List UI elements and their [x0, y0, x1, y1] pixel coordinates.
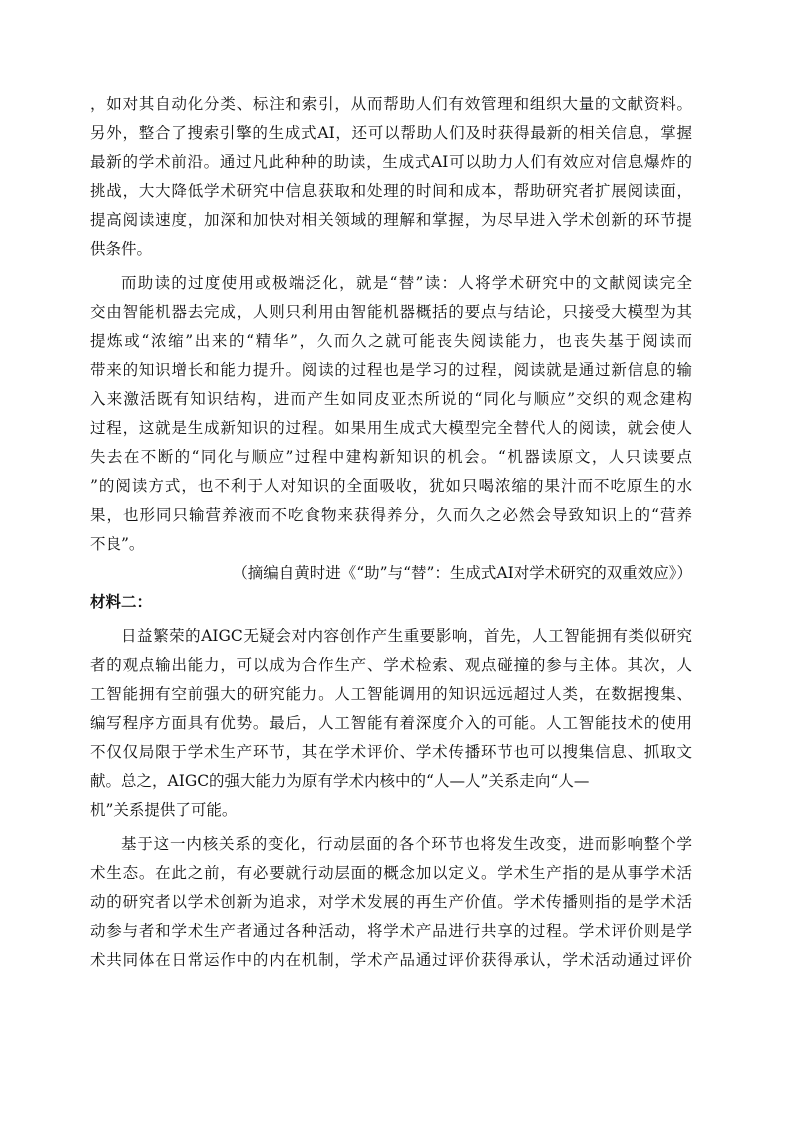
paragraph-3 — [90, 622, 692, 825]
paragraph-1 — [90, 90, 692, 264]
text-line: ”的阅读方式，也不利于人对知识的全面吸收，犹如只喝浓缩的果汁而不吃原生的水 — [90, 477, 692, 495]
text-line: 过程，这就是生成新知识的过程。如果用生成式大模型完全替代人的阅读，就会使人 — [90, 419, 692, 437]
document-body — [90, 90, 692, 975]
text-line: 编写程序方面具有优势。最后，人工智能有着深度介入的可能。人工智能技术的使用 — [90, 714, 692, 732]
text-line: 失去在不断的“同化与顺应”过程中建构新知识的机会。“机器读原文，人只读要点 — [90, 448, 692, 466]
text-line: ，如对其自动化分类、标注和索引，从而帮助人们有效管理和组织大量的文献资料。 — [90, 95, 692, 113]
text-line: 提炼或“浓缩”出来的“精华”，久而久之就可能丧失阅读能力，也丧失基于阅读而 — [90, 332, 692, 350]
section-heading: 材料二： — [90, 593, 153, 611]
text-line: 入来激活既有知识结构，进而产生如同皮亚杰所说的“同化与顺应”交织的观念建构 — [90, 390, 692, 408]
text-line: 不良”。 — [90, 535, 145, 553]
text-line: 工智能拥有空前强大的研究能力。人工智能调用的知识远远超过人类，在数据搜集、 — [90, 685, 692, 703]
text-line: 供条件。 — [90, 240, 153, 258]
text-line: 基于这一内核关系的变化，行动层面的各个环节也将发生改变，进而影响整个学 — [121, 835, 692, 853]
text-line: 果，也形同只输营养液而不吃食物来获得养分，久而久之必然会导致知识上的“营养 — [90, 506, 692, 524]
text-line: 日益繁荣的AIGC无疑会对内容创作产生重要影响，首先，人工智能拥有类似研究 — [121, 627, 692, 645]
text-line: 提高阅读速度，加深和加快对相关领域的理解和掌握，为尽早进入学术创新的环节提 — [90, 211, 692, 229]
text-line: 另外，整合了搜索引擎的生成式AI，还可以帮助人们及时获得最新的相关信息，掌握 — [90, 124, 692, 142]
text-line: 带来的知识增长和能力提升。阅读的过程也是学习的过程，阅读就是通过新信息的输 — [90, 361, 692, 379]
text-line: 不仅仅局限于学术生产环节，其在学术评价、学术传播环节也可以搜集信息、抓取文 — [90, 743, 692, 761]
text-line: 最新的学术前沿。通过凡此种种的助读，生成式AI可以助力人们有效应对信息爆炸的 — [90, 153, 692, 171]
text-line: 而助读的过度使用或极端泛化，就是“替”读：人将学术研究中的文献阅读完全 — [121, 274, 692, 292]
text-line: 机”关系提供了可能。 — [90, 801, 238, 819]
text-line: 献。总之，AIGC的强大能力为原有学术内核中的“人—人”关系走向“人— — [90, 772, 590, 790]
source-citation: （摘编自黄时进《“助”与“替”：生成式AI对学术研究的双重效应》） — [232, 564, 692, 582]
paragraph-4 — [90, 830, 692, 975]
text-line: 动参与者和学术生产者通过各种活动，将学术产品进行共享的过程。学术评价则是学 — [90, 922, 692, 940]
text-line: 术生态。在此之前，有必要就行动层面的概念加以定义。学术生产指的是从事学术活 — [90, 864, 692, 882]
text-line: 术共同体在日常运作中的内在机制，学术产品通过评价获得承认，学术活动通过评价 — [90, 951, 692, 969]
text-line: 动的研究者以学术创新为追求，对学术发展的再生产价值。学术传播则指的是学术活 — [90, 893, 692, 911]
text-line: 者的观点输出能力，可以成为合作生产、学术检索、观点碰撞的参与主体。其次，人 — [90, 656, 692, 674]
text-line: 交由智能机器去完成，人则只利用由智能机器概括的要点与结论，只接受大模型为其 — [90, 303, 692, 321]
paragraph-2 — [90, 269, 692, 559]
text-line: 挑战，大大降低学术研究中信息获取和处理的时间和成本，帮助研究者扩展阅读面， — [90, 182, 692, 200]
